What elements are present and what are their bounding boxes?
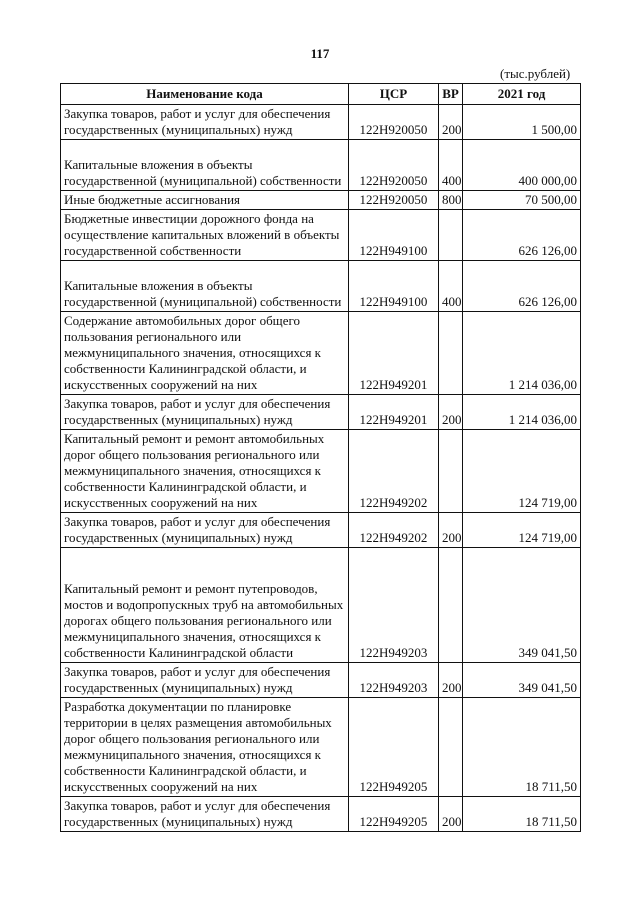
cell-sum: 626 126,00 [463, 210, 581, 261]
cell-name: Иные бюджетные ассигнования [61, 191, 349, 210]
cell-vr: 200 [439, 663, 463, 698]
cell-name: Закупка товаров, работ и услуг для обеспечения государственных (муниципальных) нужд [61, 395, 349, 430]
column-header-name: Наименование кода [61, 84, 349, 105]
cell-vr: 200 [439, 513, 463, 548]
table-row [61, 395, 581, 430]
cell-vr: 400 [439, 140, 463, 191]
cell-vr [439, 698, 463, 797]
cell-csr: 122Н949201 [349, 312, 439, 395]
cell-name: Разработка документации по планировке территории в целях размещения автомобильных дорог общего пользования регионального или межмуниципального значения, относящихся к собственности Калининградской области, и искусственных сооружений на них [61, 698, 349, 797]
table-row [61, 191, 581, 210]
cell-csr: 122Н949205 [349, 797, 439, 832]
cell-vr [439, 210, 463, 261]
cell-vr: 400 [439, 261, 463, 312]
cell-sum: 1 214 036,00 [463, 395, 581, 430]
cell-name: Содержание автомобильных дорог общего пользования регионального или межмуниципального значения, относящихся к собственности Калининградской области, и искусственных сооружений на них [61, 312, 349, 395]
table-row [61, 312, 581, 395]
cell-vr: 800 [439, 191, 463, 210]
cell-name: Закупка товаров, работ и услуг для обеспечения государственных (муниципальных) нужд [61, 513, 349, 548]
cell-sum: 349 041,50 [463, 548, 581, 663]
cell-csr: 122Н949201 [349, 395, 439, 430]
table-row [61, 548, 581, 663]
cell-csr: 122Н949203 [349, 663, 439, 698]
cell-vr [439, 312, 463, 395]
cell-sum: 349 041,50 [463, 663, 581, 698]
cell-vr [439, 430, 463, 513]
column-header-year: 2021 год [463, 84, 581, 105]
cell-name: Закупка товаров, работ и услуг для обеспечения государственных (муниципальных) нужд [61, 105, 349, 140]
cell-name: Закупка товаров, работ и услуг для обеспечения государственных (муниципальных) нужд [61, 797, 349, 832]
cell-csr: 122Н920050 [349, 105, 439, 140]
table-row [61, 140, 581, 191]
cell-vr: 200 [439, 797, 463, 832]
cell-name: Капитальный ремонт и ремонт автомобильных дорог общего пользования регионального или межмуниципального значения, относящихся к собственности Калининградской области, и искусственных сооружений на них [61, 430, 349, 513]
cell-sum: 18 711,50 [463, 797, 581, 832]
cell-csr: 122Н920050 [349, 191, 439, 210]
cell-sum: 1 214 036,00 [463, 312, 581, 395]
table-row [61, 261, 581, 312]
cell-vr: 200 [439, 395, 463, 430]
cell-name: Закупка товаров, работ и услуг для обеспечения государственных (муниципальных) нужд [61, 663, 349, 698]
cell-csr: 122Н949202 [349, 430, 439, 513]
cell-csr: 122Н949100 [349, 210, 439, 261]
table-row [61, 513, 581, 548]
table-header-row [61, 84, 581, 105]
table-row [61, 663, 581, 698]
units-label: (тыс.рублей) [500, 66, 571, 81]
column-header-csr: ЦСР [349, 84, 439, 105]
cell-vr: 200 [439, 105, 463, 140]
cell-sum: 18 711,50 [463, 698, 581, 797]
cell-csr: 122Н949205 [349, 698, 439, 797]
page-number: 117 [310, 46, 330, 61]
budget-table [60, 83, 581, 832]
cell-csr: 122Н949202 [349, 513, 439, 548]
cell-sum: 400 000,00 [463, 140, 581, 191]
cell-name: Бюджетные инвестиции дорожного фонда на осуществление капитальных вложений в объекты государственной собственности [61, 210, 349, 261]
table-row [61, 210, 581, 261]
cell-vr [439, 548, 463, 663]
cell-sum: 124 719,00 [463, 513, 581, 548]
cell-sum: 70 500,00 [463, 191, 581, 210]
cell-sum: 1 500,00 [463, 105, 581, 140]
cell-name: Капитальные вложения в объекты государственной (муниципальной) собственности [61, 140, 349, 191]
cell-sum: 124 719,00 [463, 430, 581, 513]
table-row [61, 105, 581, 140]
table-body [61, 105, 581, 832]
cell-csr: 122Н920050 [349, 140, 439, 191]
column-header-vr: ВР [439, 84, 463, 105]
table-row [61, 698, 581, 797]
table-row [61, 797, 581, 832]
cell-csr: 122Н949203 [349, 548, 439, 663]
table-row [61, 430, 581, 513]
cell-csr: 122Н949100 [349, 261, 439, 312]
cell-sum: 626 126,00 [463, 261, 581, 312]
cell-name: Капитальные вложения в объекты государственной (муниципальной) собственности [61, 261, 349, 312]
cell-name: Капитальный ремонт и ремонт путепроводов, мостов и водопропускных труб на автомобильных дорогах общего пользования регионального или межмуниципального значения, относящихся к собственности Калининградской области [61, 548, 349, 663]
